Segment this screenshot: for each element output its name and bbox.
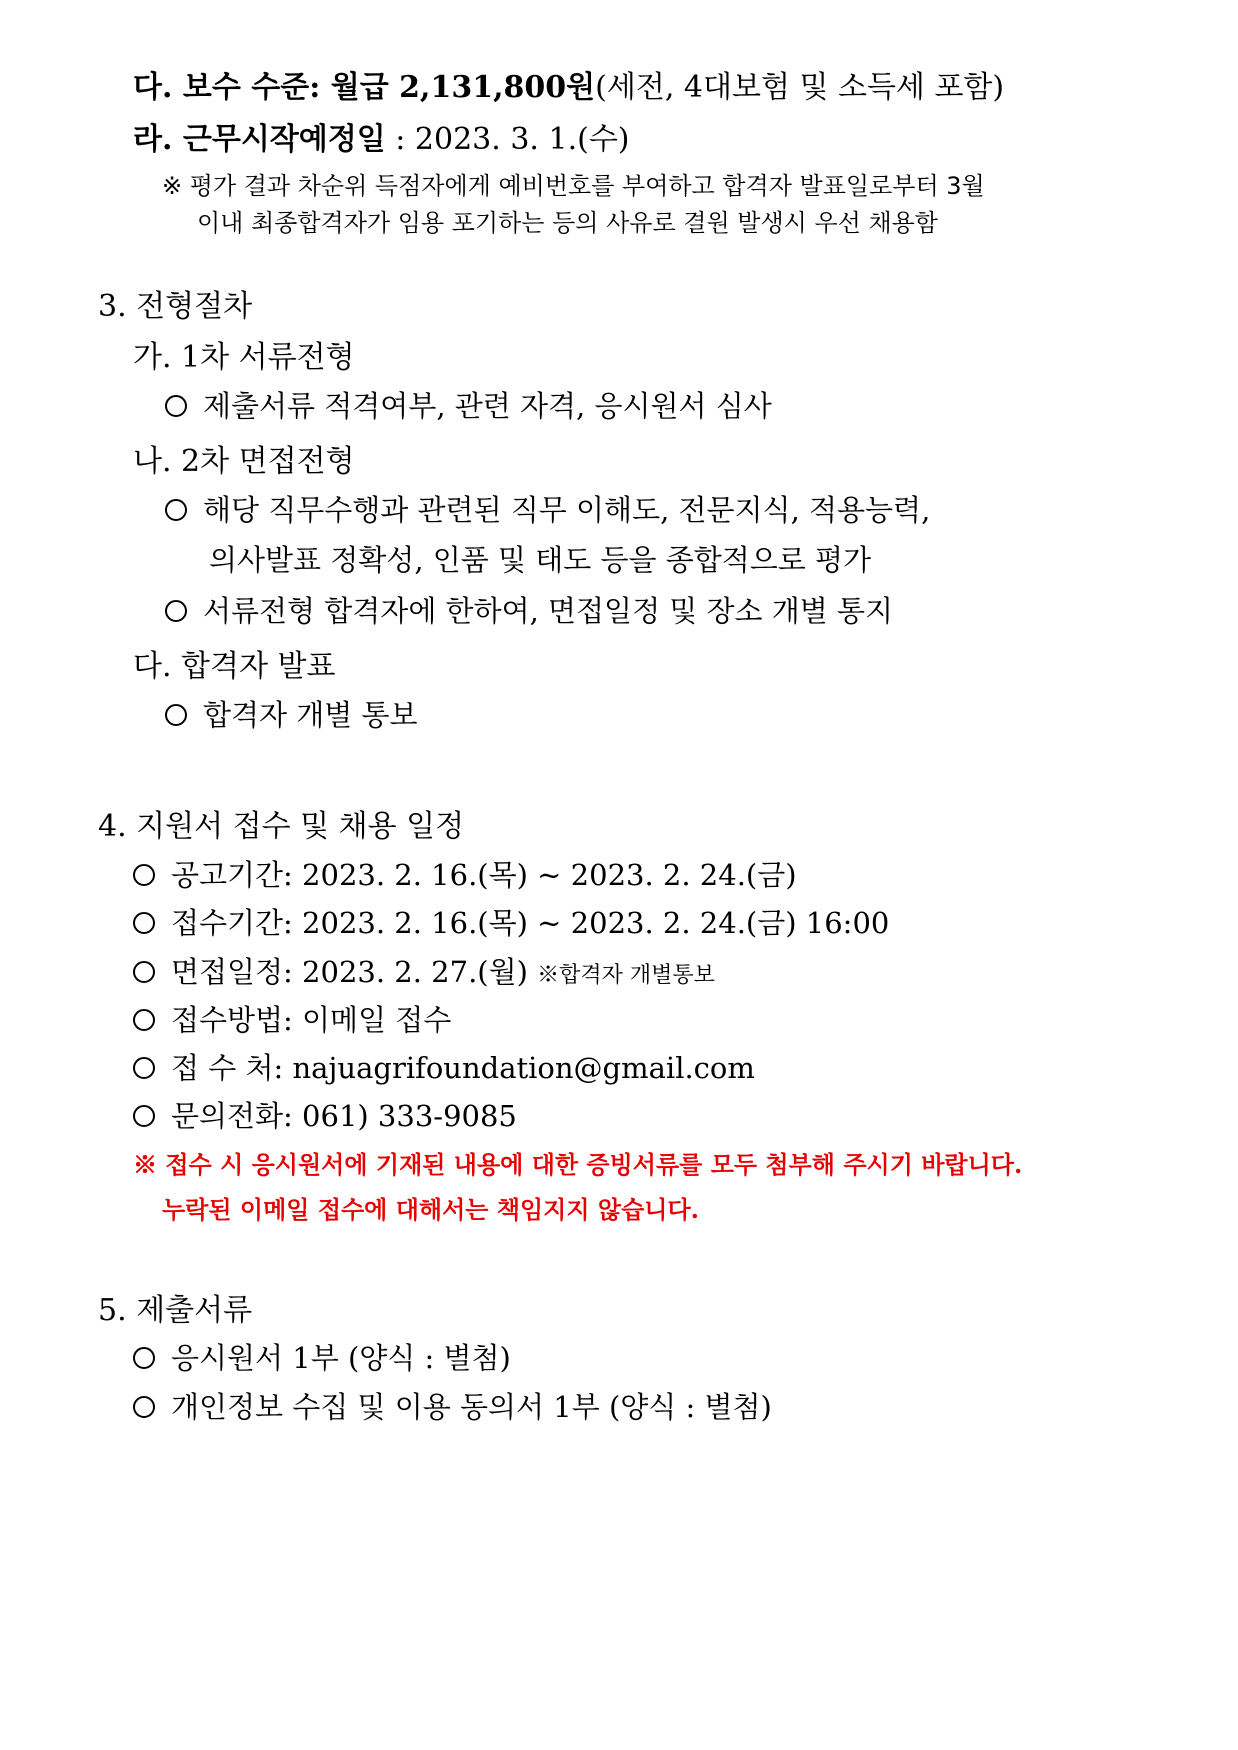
pay-suffix: (세전, 4대보험 및 소득세 포함) [595, 70, 1005, 105]
schedule-item-text: 면접일정: 2023. 2. 27.(월) [171, 955, 528, 989]
start-date-value: : 2023. 3. 1.(수) [385, 122, 630, 157]
section3-b-item1-text: 해당 직무수행과 관련된 직무 이해도, 전문지식, 적용능력, [203, 493, 931, 527]
schedule-item-text: 접 수 처: najuagrifoundation@gmail.com [171, 1051, 755, 1085]
document-item [133, 1336, 511, 1377]
section3-b-item1-line2: 의사발표 정확성, 인품 및 태도 등을 종합적으로 평가 [209, 543, 872, 577]
bullet-circle-icon [133, 1057, 155, 1079]
section4-title: 4. 지원서 접수 및 채용 일정 [98, 809, 465, 844]
section3-title: 3. 전형절차 [98, 289, 253, 324]
schedule-item-text: 문의전화: 061) 333-9085 [171, 1099, 517, 1133]
pay-line [133, 62, 1004, 106]
schedule-item [133, 853, 797, 894]
section5-title: 5. 제출서류 [98, 1293, 253, 1328]
section3-b-item2-text: 서류전형 합격자에 한하여, 면접일정 및 장소 개별 통지 [203, 594, 894, 628]
section3-a-item [165, 384, 772, 425]
bullet-circle-icon [133, 1009, 155, 1031]
bullet-circle-icon [133, 1347, 155, 1369]
schedule-item [133, 950, 715, 991]
pay-label: 다. 보수 수준: 월급 2,131,800원 [133, 70, 596, 105]
bullet-circle-icon [133, 961, 155, 983]
bullet-circle-icon [165, 499, 187, 521]
schedule-item-text: 접수기간: 2023. 2. 16.(목) ∼ 2023. 2. 24.(금) 16:00 [171, 906, 890, 940]
section3-a-title: 가. 1차 서류전형 [133, 340, 355, 375]
section3-b-title: 나. 2차 면접전형 [133, 444, 355, 479]
bullet-circle-icon [133, 1105, 155, 1127]
section3-b-item2 [165, 589, 893, 630]
schedule-item [133, 998, 451, 1039]
schedule-item-text: 접수방법: 이메일 접수 [171, 1003, 452, 1037]
bullet-circle-icon [133, 864, 155, 886]
bullet-circle-icon [165, 600, 187, 622]
section3-c-item-text: 합격자 개별 통보 [203, 698, 418, 732]
bullet-circle-icon [165, 395, 187, 417]
section3-b-item1 [165, 488, 930, 529]
section3-a-item-text: 제출서류 적격여부, 관련 자격, 응시원서 심사 [203, 389, 772, 423]
bullet-circle-icon [165, 704, 187, 726]
interview-note: ※합격자 개별통보 [537, 963, 715, 988]
document-item [133, 1385, 772, 1426]
reserve-note-line2: 이내 최종합격자가 임용 포기하는 등의 사유로 결원 발생시 우선 채용함 [197, 209, 938, 237]
document-item-text: 개인정보 수집 및 이용 동의서 1부 (양식 : 별첨) [171, 1390, 772, 1424]
document-item-text: 응시원서 1부 (양식 : 별첨) [171, 1341, 511, 1375]
schedule-item-text: 공고기간: 2023. 2. 16.(목) ∼ 2023. 2. 24.(금) [171, 858, 797, 892]
schedule-item [133, 901, 889, 942]
start-date-line [133, 114, 630, 158]
warning-line1: ※ 접수 시 응시원서에 기재된 내용에 대한 증빙서류를 모두 첨부해 주시기 바랍니다. [133, 1150, 1023, 1179]
section3-c-title: 다. 합격자 발표 [133, 649, 336, 684]
reserve-note-line1: ※ 평가 결과 차순위 득점자에게 예비번호를 부여하고 합격자 발표일로부터 3월 [162, 172, 985, 200]
section3-c-item [165, 693, 418, 734]
warning-line2: 누락된 이메일 접수에 대해서는 책임지지 않습니다. [162, 1195, 699, 1224]
schedule-item [133, 1094, 517, 1135]
start-date-label: 라. 근무시작예정일 [133, 122, 386, 157]
bullet-circle-icon [133, 1396, 155, 1418]
schedule-item [133, 1046, 755, 1087]
bullet-circle-icon [133, 912, 155, 934]
